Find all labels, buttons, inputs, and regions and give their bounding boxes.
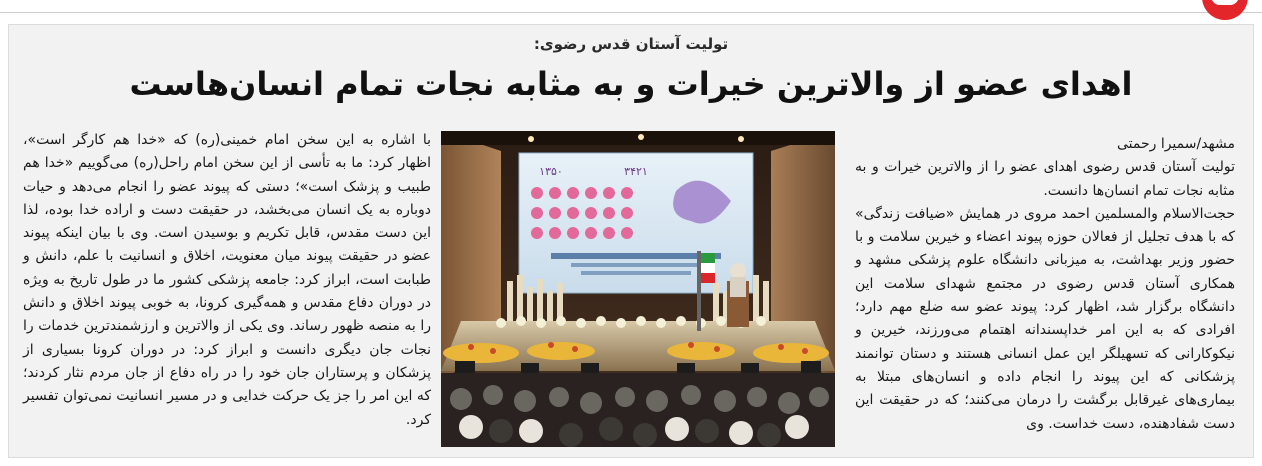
newspaper-logo-icon bbox=[1202, 0, 1248, 20]
article bbox=[8, 24, 1254, 458]
article-byline: مشهد/سمیرا رحمتی bbox=[1116, 136, 1235, 152]
photo-screen-number: ۱۳۵۰ bbox=[539, 165, 563, 178]
top-strip bbox=[0, 0, 1262, 13]
article-headline: اهدای عضو از والاترین خیرات و به مثابه نجات تمام انسان‌هاست bbox=[129, 65, 1133, 103]
photo-screen-number: ۳۴۲۱ bbox=[624, 165, 648, 178]
ceremony-photo bbox=[441, 131, 835, 447]
ceremony-photo-illustration bbox=[441, 131, 835, 447]
article-column-left bbox=[23, 129, 431, 432]
article-column-right bbox=[855, 133, 1235, 436]
article-kicker: تولیت آستان قدس رضوی: bbox=[533, 35, 729, 53]
article-paragraph: تولیت آستان قدس رضوی اهدای عضو را از والاترین خیرات و به مثابه نجات تمام انسان‌ها دانست. bbox=[855, 159, 1235, 199]
article-paragraph: با اشاره به این سخن امام خمینی(ره) که «خدا هم کارگر است»، اظهار کرد: ما به تأسی از این سخن امام راحل(ره) می‌گوییم «خدا هم طبیب و پزشک است»؛ دستی که پیوند عضو را انجام می‌دهد و حیات دوباره به یک انسان می‌بخشد، در حقیقت دست و اراده خدا بوده، لذا این دست مقدس، قابل تکریم و بوسیدن است. وی با بیان اینکه پیوند عضو در حقیقت پیوند میان معنویت، اخلاق و انسانیت با علم، دانش و طبابت است، ابراز کرد: جامعه پزشکی کشور ما در طول تاریخ به ویژه در دوران دفاع مقدس و همه‌گیری کرونا، به خوبی پیوند اخلاق و دانش را به منصه ظهور رساند. وی یکی از والاترین و ارزشمندترین خدمات را نجات جان دیگری دانست و ابراز کرد: در دوران کرونا بسیاری از پزشکان و پرستاران جان خود را در راه دفاع از جان مردم نثار کردند؛ که این امر را جز یک حرکت خدایی و در مسیر انسانیت نمی‌توان تفسیر کرد. bbox=[23, 132, 431, 428]
article-paragraph: حجت‌الاسلام والمسلمین احمد مروی در همایش «ضیافت زندگی» که با هدف تجلیل از فعالان حوزه پیوند اعضاء و خیرین سلامت و با حضور وزیر بهداشت، به میزبانی دانشگاه علوم پزشکی مشهد و همکاری آستان قدس رضوی در مجتمع شهدای سلامت این دانشگاه برگزار شد، اظهار کرد: پیوند عضو سه ضلع مهم دارد؛ افرادی که به این امر خداپسندانه اهتمام می‌ورزند، خیرین و نیکوکارانی که تسهیلگر این عمل انسانی هستند و دستان توانمند پزشکانی که این پیوند را انجام داده و انسان‌های مبتلا به بیماری‌های غیرقابل برگشت را درمان می‌کنند؛ که در حقیقت این دست شفادهنده، دست خداست. وی bbox=[855, 205, 1235, 432]
